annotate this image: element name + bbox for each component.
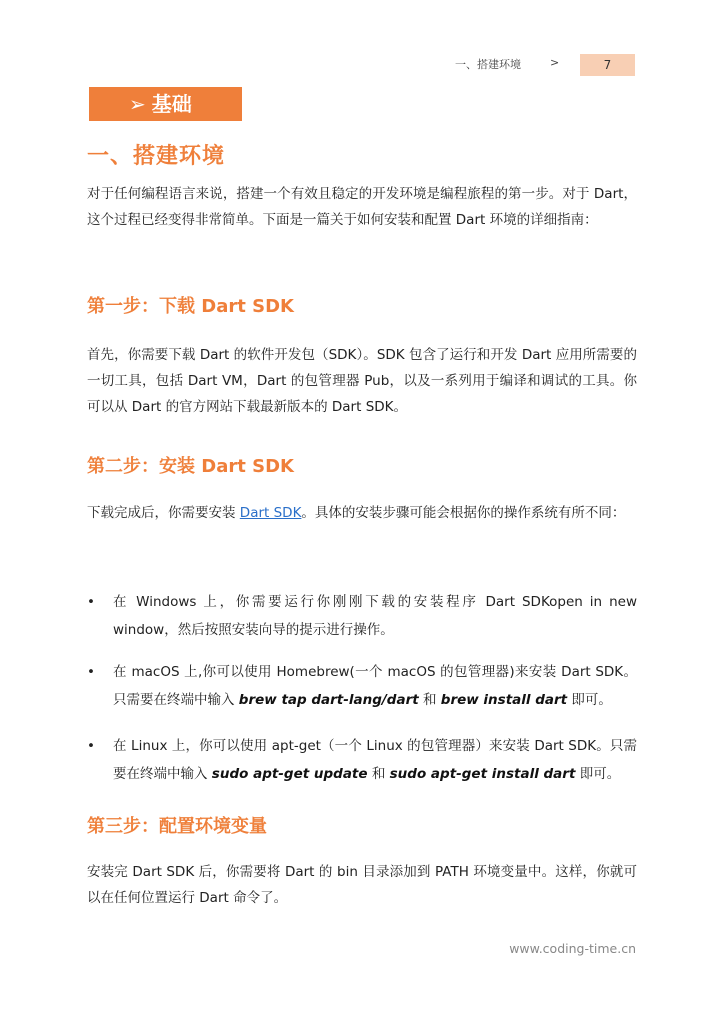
arrow-icon: ➢ xyxy=(129,92,146,116)
section-tag xyxy=(89,87,242,121)
page-number-badge: 7 xyxy=(580,54,635,76)
step1-paragraph: 首先，你需要下载 Dart 的软件开发包（SDK）。SDK 包含了运行和开发 Dart 应用所需要的一切工具，包括 Dart VM，Dart 的包管理器 Pub，以及一系列用于编译和调试的工具。你可以从 Dart 的官方网站下载最新版本的 Dart SDK。 xyxy=(87,347,637,415)
command-text: sudo apt-get update xyxy=(211,766,368,782)
step3-paragraph: 安装完 Dart SDK 后，你需要将 Dart 的 bin 目录添加到 PATH 环境变量中。这样，你就可以在任何位置运行 Dart 命令了。 xyxy=(87,864,637,906)
list-item xyxy=(87,588,637,644)
list-item-text: 在 Windows 上，你需要运行你刚刚下载的安装程序 Dart SDKopen in new window，然后按照安装向导的提示进行操作。 xyxy=(113,594,637,638)
list-item-text xyxy=(113,658,637,714)
step2-text-suffix: 。具体的安装步骤可能会根据你的操作系统有所不同： xyxy=(301,505,626,521)
step2-heading: 第二步：安装 Dart SDK xyxy=(87,456,294,477)
intro-paragraph: 对于任何编程语言来说，搭建一个有效且稳定的开发环境是编程旅程的第一步。对于 Dart，这个过程已经变得非常简单。下面是一篇关于如何安装和配置 Dart 环境的详细指南： xyxy=(87,186,637,228)
command-text: brew tap dart-lang/dart xyxy=(238,692,419,708)
section-tag-label: 基础 xyxy=(151,92,192,116)
list-item xyxy=(87,732,637,788)
step1-heading: 第一步：下载 Dart SDK xyxy=(87,296,294,317)
list-item-mid: 和 xyxy=(367,766,390,782)
command-text: sudo apt-get install dart xyxy=(389,766,576,782)
footer-url: www.coding-time.cn xyxy=(509,941,636,956)
list-item xyxy=(87,658,637,714)
bullet-icon: • xyxy=(87,738,95,754)
list-item-text xyxy=(113,732,637,788)
step2-paragraph xyxy=(87,500,637,526)
list-item-suffix: 即可。 xyxy=(567,692,612,708)
running-header-chevron: > xyxy=(550,56,560,69)
list-item-prefix: 在 macOS 上,你可以使用 Homebrew(一个 macOS 的包管理器)来安装 Dart SDK。只需要在终端中输入 xyxy=(113,664,637,708)
bullet-icon: • xyxy=(87,594,95,610)
command-text: brew install dart xyxy=(440,692,568,708)
running-header-chapter: 一、搭建环境 xyxy=(455,58,521,71)
list-item-prefix: 在 Linux 上，你可以使用 apt-get（一个 Linux 的包管理器）来安装 Dart SDK。只需要在终端中输入 xyxy=(113,738,637,782)
page-title: 一、搭建环境 xyxy=(87,144,226,169)
list-item-suffix: 即可。 xyxy=(575,766,621,782)
dart-sdk-link[interactable]: Dart SDK xyxy=(239,505,302,521)
step2-text-prefix: 下载完成后，你需要安装 xyxy=(87,505,240,521)
step3-heading: 第三步：配置环境变量 xyxy=(87,816,267,837)
list-item-mid: 和 xyxy=(418,692,441,708)
bullet-icon: • xyxy=(87,664,95,680)
